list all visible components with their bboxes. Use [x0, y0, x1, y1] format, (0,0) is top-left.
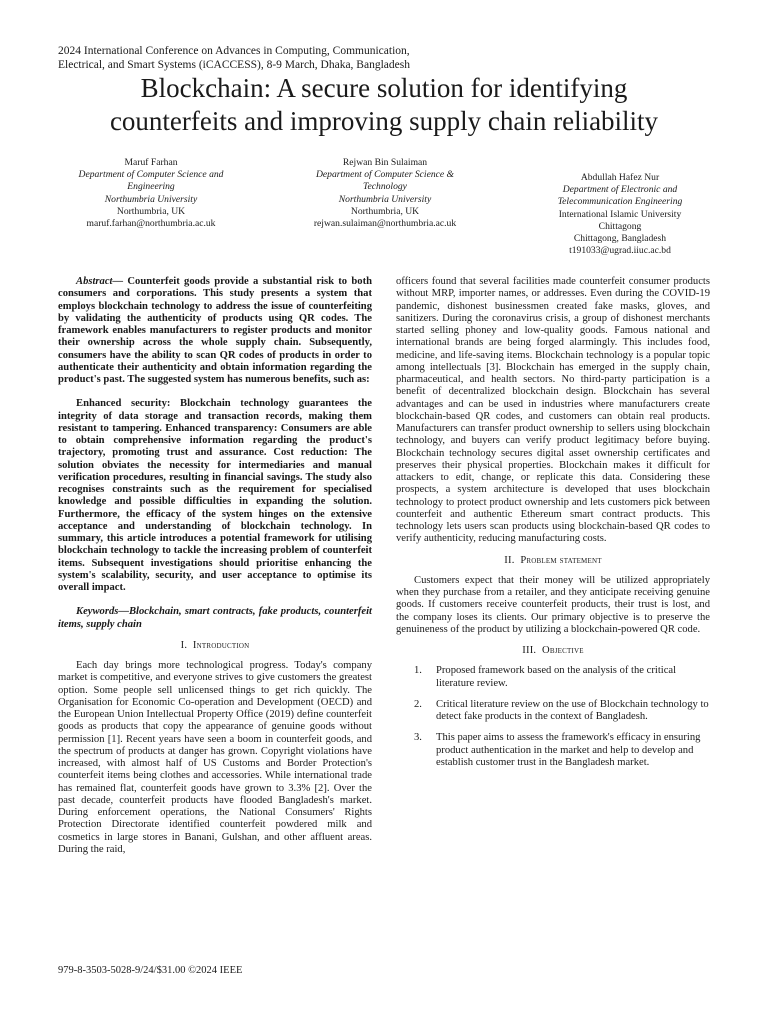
section-numeral: I.	[180, 639, 188, 651]
author-block-3	[520, 172, 720, 257]
paper-title-line-1: Blockchain: A secure solution for identifying	[140, 73, 628, 103]
author-department: Department of Computer Science and	[78, 169, 224, 181]
author-department-cont: Technology	[363, 181, 407, 193]
conference-line-1: 2024 International Conference on Advances in Computing, Communication,	[58, 45, 410, 57]
abstract-paragraph-2: Enhanced security: Blockchain technology guarantees the integrity of data storage and transaction records, making them resistant to tampering. Enhanced transparency: Consumers are able to obtain comprehensive information regarding the product's trajectory, promoting trust and assurance. Cost reduction: The solution obviates the necessity for intermediaries and manual verification procedures, resulting in financial savings. The study also recognises constraints such as the requirement for specialised knowledge and possible difficulties in expanding the solution. Furthermore, the efficacy of the system hinges on the extensive acceptance and understanding of blockchain technology. In summary, this article introduces a potential framework for utilising blockchain technology to tackle the increasing problem of counterfeit items. Subsequent investigations should prioritise enhancing the system's scalability, security, and user acceptance to optimise its overall impact.	[58, 398, 372, 593]
section-title: Introduction	[192, 639, 250, 651]
section-heading-introduction	[58, 640, 372, 652]
section-title: Problem statement	[520, 554, 602, 566]
author-name: Maruf Farhan	[124, 157, 178, 168]
list-item	[396, 732, 710, 769]
list-item	[396, 699, 710, 724]
author-block-1	[56, 157, 246, 230]
section-title: Objective	[542, 645, 584, 656]
list-text: This paper aims to assess the framework's efficacy in ensuring product authentication in the market and help to develop and establish customer trust in the Bangladesh market.	[436, 732, 701, 768]
list-text: Critical literature review on the use of Blockchain technology to detect fake products in the context of Bangladesh.	[436, 698, 709, 722]
author-name: Abdullah Hafez Nur	[580, 172, 660, 183]
right-column	[396, 276, 710, 778]
author-department-cont: Telecommunication Engineering	[557, 196, 683, 208]
paper-title	[40, 72, 728, 138]
conference-line-2: Electrical, and Smart Systems (iCACCESS), 8-9 March, Dhaka, Bangladesh	[58, 59, 410, 71]
section-numeral: II.	[504, 554, 515, 566]
list-number: 2.	[414, 698, 422, 710]
author-university: Northumbria University	[104, 193, 198, 205]
introduction-paragraph-continued: officers found that several facilities made counterfeit consumer products without MRP, importer names, or addresses. Even during the COVID-19 pandemic, dishonest businessmen created fake masks, gloves, and sanitizers. During the coronavirus crisis, a group of dishonest merchants started selling phoney and low-quality goods. Famous national and international brands are being forged alarmingly. This includes food, medicine, and life-saving items. Blockchain technology is a popular topic among intellectuals [3]. Blockchain has emerged in the supply chain, pharmaceutical, and health sectors. No third-party participation is a benefit of decentralized blockchain design. Blockchain has several advantages and can be used in industries where manufacturers create blockchain-based QR codes, and customers can obtain real products. Manufacturers can transfer product ownership to sellers using blockchain technology, and buyers can verify product legitimacy before buying. Blockchain technology secures digital asset ownership certificates and preserves their physical properties. Blockchain makes it difficult for attackers to edit, change, or replicate this data. Considering these prospects, a system architecture is developed that uses blockchain technology to protect product ownership and lets customers pick between counterfeit and authentic Ethereum smart contract products. This technology lets users scan products using blockchain-based QR codes to verify authenticity, reducing manufacturing costs.	[396, 276, 710, 545]
author-department: Department of Electronic and	[562, 184, 678, 196]
author-department: Department of Computer Science &	[315, 169, 454, 181]
author-location: Northumbria, UK	[350, 205, 420, 217]
list-text: Proposed framework based on the analysis of the critical literature review.	[436, 665, 677, 689]
author-email: t191033@ugrad.iiuc.ac.bd	[569, 245, 671, 257]
left-column	[58, 276, 372, 856]
author-location: Northumbria, UK	[116, 205, 186, 217]
section-heading-problem-statement	[396, 555, 710, 567]
author-block-2	[290, 157, 480, 230]
section-heading-objective	[396, 645, 710, 657]
author-university-cont: Chittagong	[598, 220, 642, 232]
keywords: Keywords—Blockchain, smart contracts, fake products, counterfeit items, supply chain	[58, 606, 372, 630]
section-numeral: III.	[522, 645, 537, 656]
abstract-paragraph-1	[58, 276, 372, 386]
author-university: Northumbria University	[338, 193, 432, 205]
copyright-footer: 979-8-3503-5028-9/24/$31.00 ©2024 IEEE	[58, 965, 243, 976]
list-item	[396, 665, 710, 690]
list-number: 1.	[414, 665, 422, 677]
author-name: Rejwan Bin Sulaiman	[342, 157, 428, 168]
list-number: 3.	[414, 732, 422, 744]
author-email: rejwan.sulaiman@northumbria.ac.uk	[313, 218, 457, 230]
abstract-text-1: Counterfeit goods provide a substantial risk to both consumers and corporations. This study presents a system that employs blockchain technology to address the issue of counterfeiting by validating the authenticity of products using QR codes. The framework enables manufacturers to register products and monitor their ownership across the whole supply chain. Subsequently, consumers have the ability to scan QR codes of products in order to authenticate their authenticity and obtain information regarding the product's past. The suggested system has numerous benefits, such as:	[58, 276, 372, 385]
abstract-label: Abstract—	[76, 276, 124, 287]
author-email: maruf.farhan@northumbria.ac.uk	[86, 218, 216, 230]
author-university: International Islamic University	[558, 208, 682, 220]
author-location: Chittagong, Bangladesh	[573, 233, 667, 245]
conference-header	[58, 44, 478, 72]
paper-title-line-2: counterfeits and improving supply chain reliability	[109, 106, 659, 136]
author-department-cont: Engineering	[127, 181, 175, 193]
introduction-paragraph: Each day brings more technological progress. Today's company market is competitive, and everyone strives to give customers the greatest option. Some people sell unlicensed things to get rich quickly. The Organisation for Economic Co-operation and Development (OECD) and the European Union Intellectual Property Office (2019) define counterfeit goods as products that copy the appearance of genuine goods without permission [1]. Recent years have seen a boom in counterfeit goods, and the spectrum of products at danger has grown. Copyright violations have increased, with almost half of US Customs and Border Protection's counterfeit items being clothes and accessories. While international trade has remained flat, counterfeit goods have grown to 3.3% [2]. Over the past decade, counterfeit products have flooded Bangladesh's market. During enforcement operations, the National Consumers' Rights Protection Directorate identified counterfeit powdered milk and cosmetics in large stores in Banani, Gulshan, and other affluent areas. During the raid,	[58, 660, 372, 855]
problem-statement-paragraph: Customers expect that their money will be utilized appropriately when they purchase from a retailer, and they anticipate receiving genuine goods. If customers receive counterfeit products, their trust is lost, and the company loses its clients. Our primary objective is to preserve the genuineness of the product by utilizing a blockchain-powered QR code.	[396, 574, 710, 635]
objective-list	[396, 665, 710, 769]
